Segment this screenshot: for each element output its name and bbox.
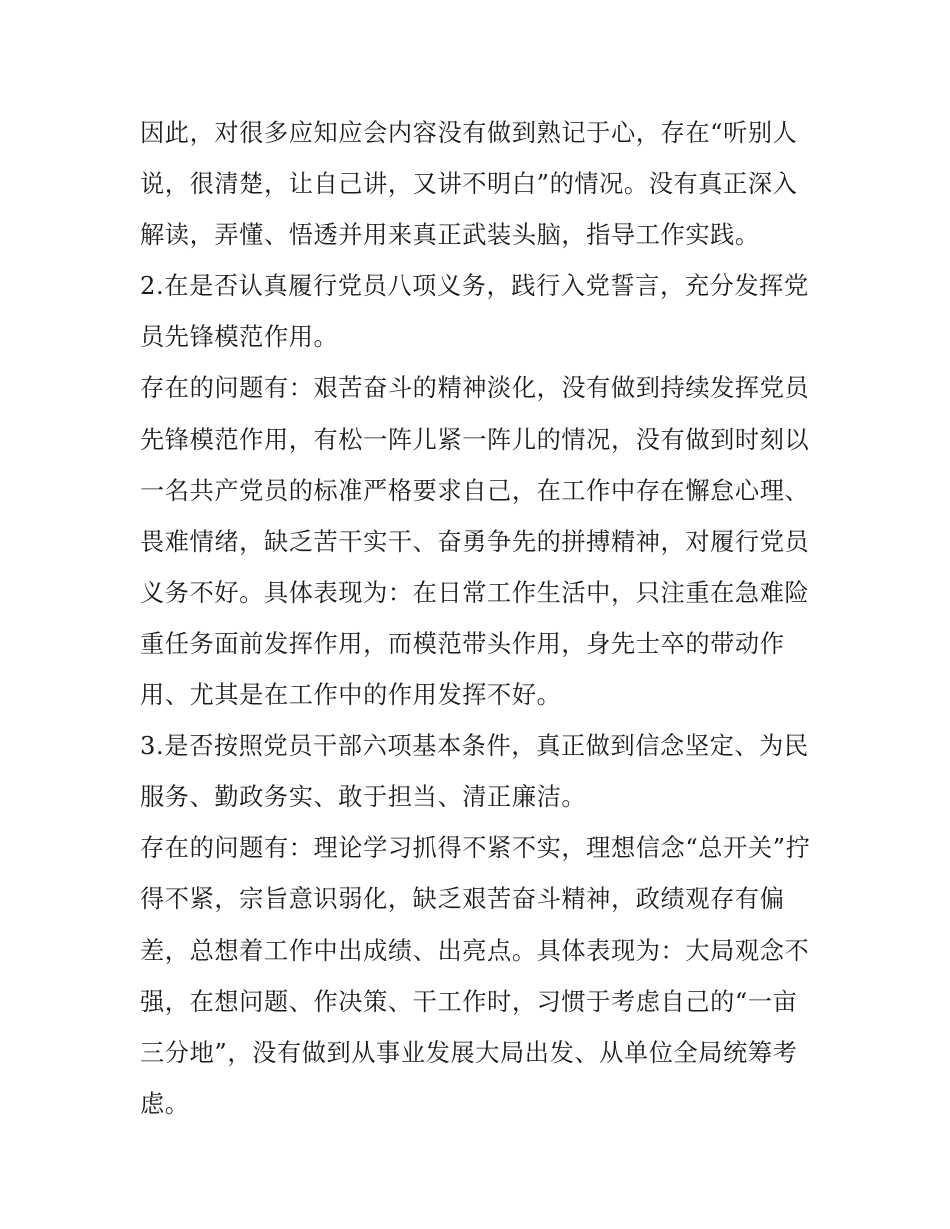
- paragraph-problems-2: 存在的问题有：艰苦奋斗的精神淡化，没有做到持续发挥党员先锋模范作用，有松一阵儿紧一阵儿的情况，没有做到时刻以一名共产党员的标准严格要求自己，在工作中存在懈怠心理、畏难情绪，缺乏苦干实干、奋勇争先的拼搏精神，对履行党员义务不好。具体表现为：在日常工作生活中，只注重在急难险重任务面前发挥作用，而模范带头作用，身先士卒的带动作用、尤其是在工作中的作用发挥不好。: [140, 374, 810, 710]
- section-heading-2: 2.在是否认真履行党员八项义务，践行入党誓言，充分发挥党员先锋模范作用。: [140, 272, 809, 352]
- document-body: [140, 108, 812, 1130]
- paragraph-problems-3: 存在的问题有：理论学习抓得不紧不实，理想信念“总开关”拧得不紧，宗旨意识弱化，缺乏艰苦奋斗精神，政绩观存有偏差，总想着工作中出成绩、出亮点。具体表现为：大局观念不强，在想问题、作决策、干工作时，习惯于考虑自己的“一亩三分地”，没有做到从事业发展大局出发、从单位全局统筹考虑。: [140, 834, 811, 1118]
- paragraph-continuation: 因此，对很多应知应会内容没有做到熟记于心，存在“听别人说，很清楚，让自己讲，又讲不明白”的情况。没有真正深入解读，弄懂、悟透并用来真正武装头脑，指导工作实践。: [140, 119, 798, 250]
- section-heading-3: 3.是否按照党员干部六项基本条件，真正做到信念坚定、为民服务、勤政务实、敢于担当、清正廉洁。: [140, 732, 809, 812]
